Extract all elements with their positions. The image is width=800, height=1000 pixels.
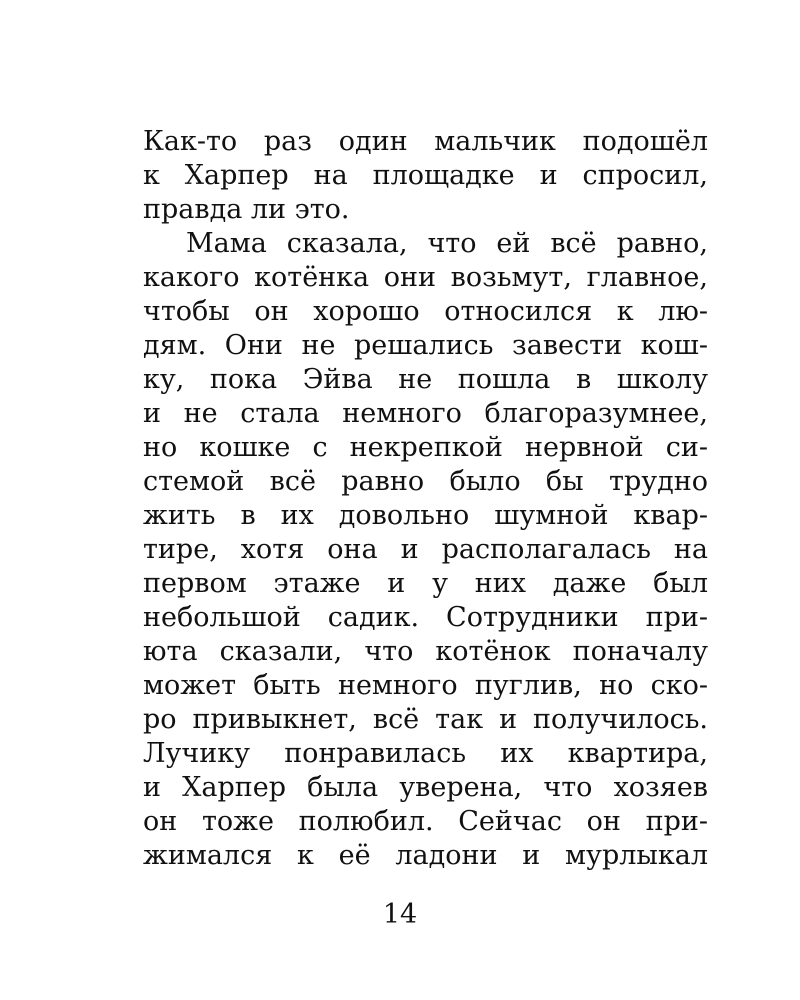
paragraph-1 bbox=[143, 125, 708, 227]
text-line: и Харпер была уверена, что хозяев bbox=[143, 772, 708, 803]
text-line: Лучику понравилась их квартира, bbox=[143, 738, 708, 769]
text-line: жимался к её ладони и мурлыкал bbox=[143, 840, 708, 871]
text-line: он тоже полюбил. Сейчас он при- bbox=[143, 806, 708, 837]
text-line: ро привыкнет, всё так и получилось. bbox=[143, 704, 708, 735]
text-line: и не стала немного благоразумнее, bbox=[143, 398, 708, 429]
text-line: к Харпер на площадке и спросил, bbox=[143, 160, 708, 191]
text-line: ку, пока Эйва не пошла в школу bbox=[143, 364, 708, 395]
text-line: первом этаже и у них даже был bbox=[143, 568, 708, 599]
page-number: 14 bbox=[382, 899, 418, 930]
text-line: какого котёнка они возьмут, главное, bbox=[143, 262, 708, 293]
text-line: стемой всё равно было бы трудно bbox=[143, 466, 708, 497]
text-line: небольшой садик. Сотрудники при- bbox=[143, 602, 708, 633]
text-line: юта сказали, что котёнок поначалу bbox=[143, 636, 708, 667]
text-line: жить в их довольно шумной квар- bbox=[143, 500, 708, 531]
body-text bbox=[143, 125, 708, 873]
text-line: Как-то раз один мальчик подошёл bbox=[143, 126, 708, 157]
text-line: Мама сказала, что ей всё равно, bbox=[186, 228, 708, 259]
text-line: но кошке с некрепкой нервной си- bbox=[143, 432, 708, 463]
text-line: может быть немного пуглив, но ско- bbox=[143, 670, 708, 701]
text-line: дям. Они не решались завести кош- bbox=[143, 330, 708, 361]
text-line: чтобы он хорошо относился к лю- bbox=[143, 296, 708, 327]
text-line: правда ли это. bbox=[143, 194, 350, 225]
paragraph-2 bbox=[143, 227, 708, 873]
text-line: тире, хотя она и располагалась на bbox=[143, 534, 708, 565]
